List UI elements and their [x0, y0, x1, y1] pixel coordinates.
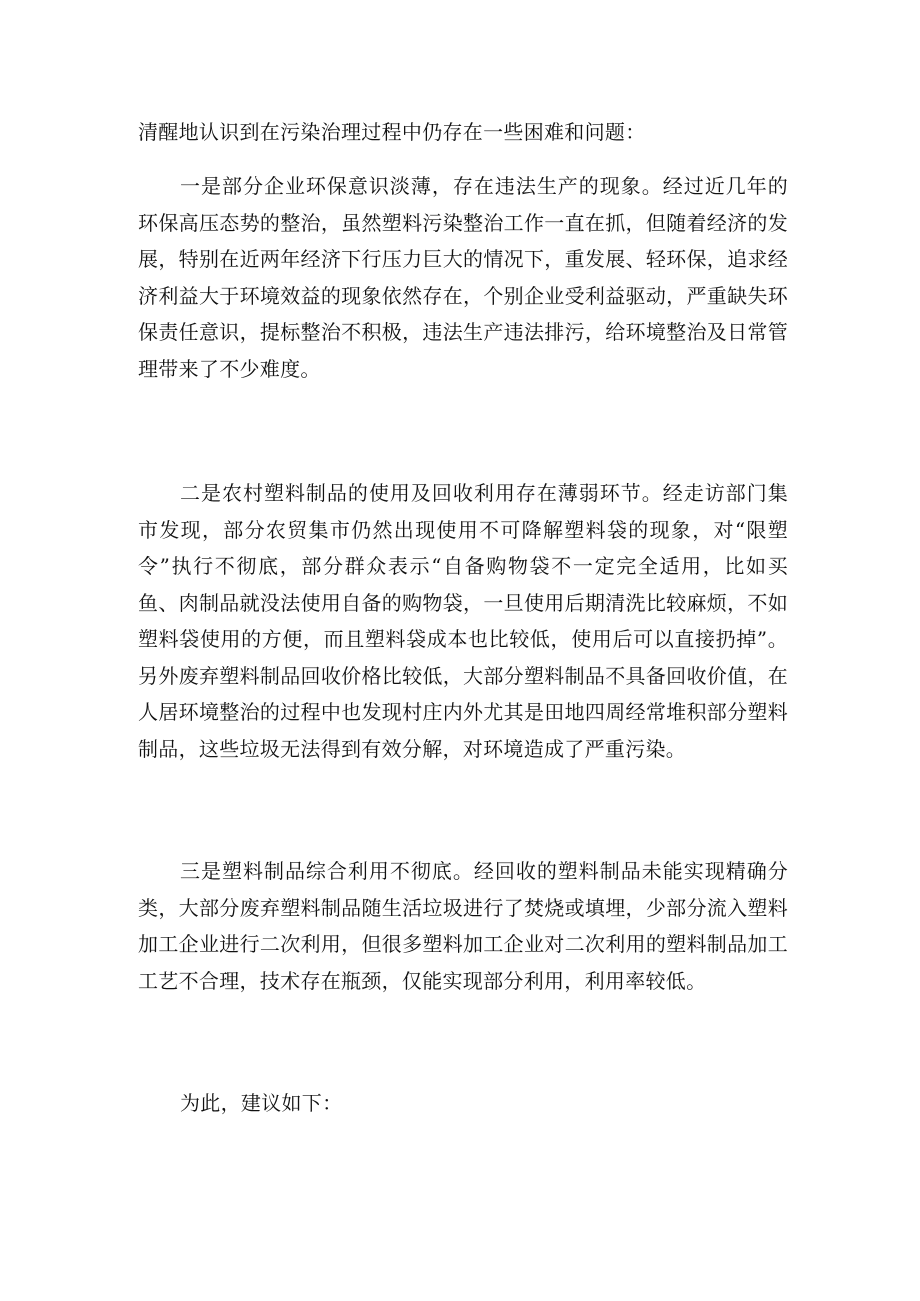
paragraph-problem-three: 三是塑料制品综合利用不彻底。经回收的塑料制品未能实现精确分类，大部分废弃塑料制品随生活垃圾进行了焚烧或填埋，少部分流入塑料加工企业进行二次利用，但很多塑料加工企业对二次利用的塑料制品加工工艺不合理，技术存在瓶颈，仅能实现部分利用，利用率较低。: [138, 859, 788, 993]
paragraph-suggestions-lead: 为此，建议如下：: [180, 1091, 343, 1115]
paragraph-problem-two: 二是农村塑料制品的使用及回收利用存在薄弱环节。经走访部门集市发现，部分农贸集市仍然出现使用不可降解塑料袋的现象，对“限塑令”执行不彻底，部分群众表示“自备购物袋不一定完全适用，比如买鱼、肉制品就没法使用自备的购物袋，一旦使用后期清洗比较麻烦，不如塑料袋使用的方便，而且塑料袋成本也比较低，使用后可以直接扔掉”。另外废弃塑料制品回收价格比较低，大部分塑料制品不具备回收价值，在人居环境整治的过程中也发现村庄内外尤其是田地四周经常堆积部分塑料制品，这些垃圾无法得到有效分解，对环境造成了严重污染。: [138, 481, 788, 761]
paragraph-intro: 清醒地认识到在污染治理过程中仍存在一些困难和问题：: [138, 120, 646, 144]
paragraph-problem-one: 一是部分企业环保意识淡薄，存在违法生产的现象。经过近几年的环保高压态势的整治，虽然塑料污染整治工作一直在抓，但随着经济的发展，特别在近两年经济下行压力巨大的情况下，重发展、轻环保，追求经济利益大于环境效益的现象依然存在，个别企业受利益驱动，严重缺失环保责任意识，提标整治不积极，违法生产违法排污，给环境整治及日常管理带来了不少难度。: [138, 174, 788, 381]
